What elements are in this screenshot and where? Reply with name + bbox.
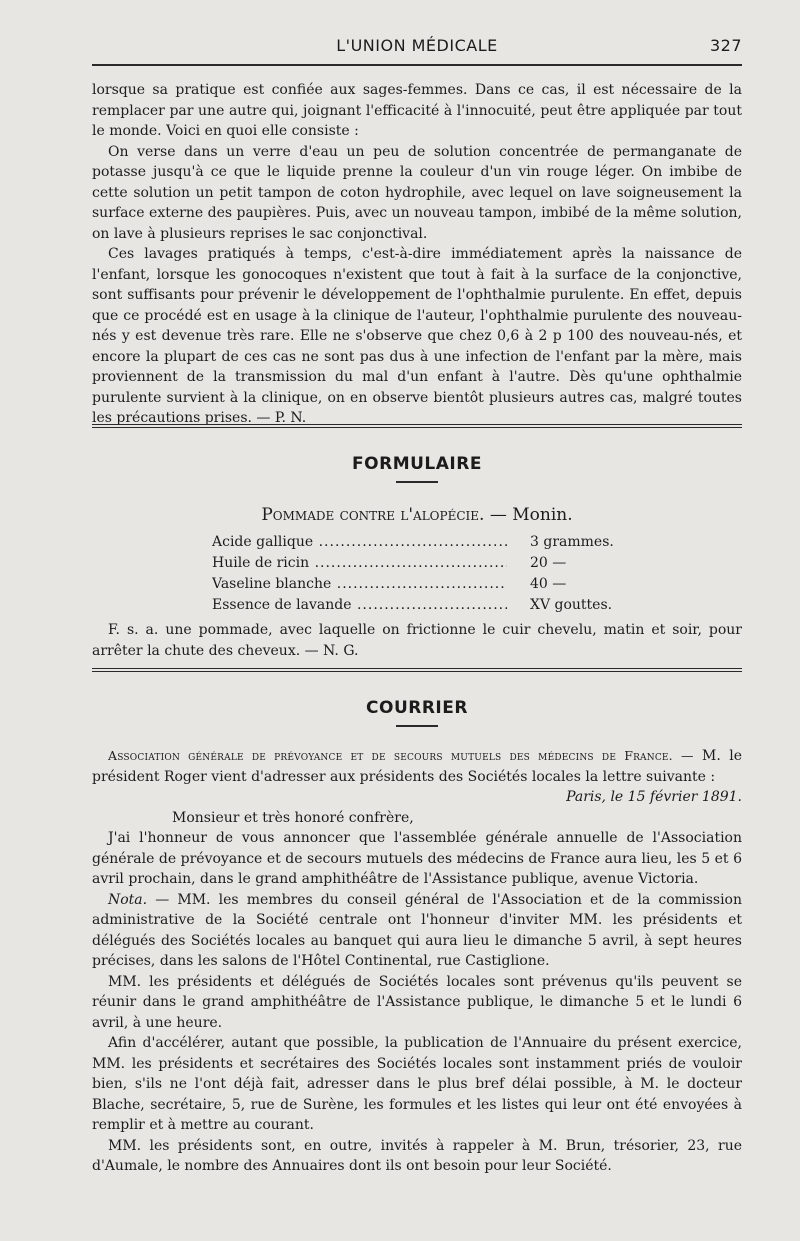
salutation: Monsieur et très honoré confrère, bbox=[172, 809, 414, 826]
ingredient-name: Vaseline blanche ..... bbox=[212, 574, 507, 595]
ingredient-row bbox=[212, 595, 632, 616]
section-divider bbox=[92, 424, 742, 428]
intro-article bbox=[92, 80, 742, 429]
lead-text: M. le président Roger vient d'adresser aux présidents des Sociétés locales la lettre suivante : bbox=[92, 748, 742, 785]
courrier-lead bbox=[92, 746, 742, 787]
recipe-name: Pommade contre l'alopécie. — bbox=[261, 505, 513, 525]
formulaire-instructions bbox=[92, 620, 742, 661]
header-rule bbox=[92, 64, 742, 66]
ingredient-name: Acide gallique ..... bbox=[212, 532, 507, 553]
recipe-title bbox=[92, 505, 742, 525]
ingredient-name: Huile de ricin ..... bbox=[212, 553, 507, 574]
page-number: 327 bbox=[709, 36, 742, 55]
courrier-heading: COURRIER bbox=[366, 698, 468, 718]
courrier-underline bbox=[396, 725, 438, 727]
ingredient-name: Essence de lavande ..... bbox=[212, 595, 507, 616]
nota-label: Nota. bbox=[108, 891, 148, 908]
letter-paragraph-2: MM. les présidents et délégués de Sociétés locales sont prévenus qu'ils peuvent se réunir dans le grand amphithéâtre de l'Assistance publique, le dimanche 5 et le lundi 6 avril, à une heure. bbox=[92, 973, 742, 1031]
formulaire-underline bbox=[396, 481, 438, 483]
intro-paragraph-1: lorsque sa pratique est confiée aux sages-femmes. Dans ce cas, il est nécessaire de la remplacer par une autre qui, joignant l'efficacité à l'innocuité, peut être appliquée par tout le monde. Voici en quoi elle consiste : bbox=[92, 82, 742, 139]
recipe-author: Monin. bbox=[512, 505, 573, 525]
ingredient-row bbox=[212, 532, 632, 553]
formulaire-heading: FORMULAIRE bbox=[352, 454, 482, 474]
section-divider bbox=[92, 668, 742, 672]
running-head bbox=[92, 36, 742, 62]
letter-paragraph-1: J'ai l'honneur de vous annoncer que l'assemblée générale annuelle de l'Association générale de prévoyance et de secours mutuels des médecins de France aura lieu, les 5 et 6 avril prochain, dans le grand amphithéâtre de l'Assistance publique, avenue Victoria. bbox=[92, 830, 742, 887]
journal-title: L'UNION MÉDICALE bbox=[336, 36, 498, 55]
ingredients-list bbox=[212, 532, 632, 616]
ingredient-row bbox=[212, 574, 632, 595]
nota-text: — MM. les membres du conseil général de l'Association et de la commission administrative de la Société centrale ont l'honneur d'inviter MM. les présidents et délégués des Sociétés locales au banquet qui aura lieu le dimanche 5 avril, à sept heures précises, dans les salons de l'Hôtel Continental, rue Castiglione. bbox=[92, 891, 742, 969]
ingredient-qty: 3 grammes. bbox=[530, 534, 614, 550]
ingredient-qty: 40 — bbox=[530, 576, 567, 592]
association-name: Association générale de prévoyance et de secours mutuels des médecins de France. — bbox=[108, 748, 694, 763]
instructions-text: F. s. a. une pommade, avec laquelle on frictionne le cuir chevelu, matin et soir, pour arrêter la chute des cheveux. — N. G. bbox=[92, 622, 742, 659]
letter-paragraph-3: Afin d'accélérer, autant que possible, la publication de l'Annuaire du présent exercice, MM. les présidents et secrétaires des Sociétés locales sont instamment priés de vouloir bien, s'ils ne l'ont déjà fait, adresser dans le plus bref délai possible, à M. le docteur Blache, secrétaire, 5, rue de Surène, les formules et les listes qui leur ont été envoyées à remplir et à mettre au courant. bbox=[92, 1035, 742, 1133]
dateline: Paris, le 15 février 1891. bbox=[566, 789, 742, 805]
courrier-article bbox=[92, 746, 742, 1177]
nota-paragraph bbox=[92, 890, 742, 972]
ingredient-row bbox=[212, 553, 632, 574]
letter-paragraph-4: MM. les présidents sont, en outre, invités à rappeler à M. Brun, trésorier, 23, rue d'Aumale, le nombre des Annuaires dont ils ont besoin pour leur Société. bbox=[92, 1137, 742, 1174]
intro-paragraph-2: On verse dans un verre d'eau un peu de solution concentrée de permanganate de potasse jusqu'à ce que le liquide prenne la couleur d'un vin rouge léger. On imbibe de cette solution un petit tampon de coton hydrophile, avec lequel on lave soigneusement la surface externe des paupières. Puis, avec un nouveau tampon, imbibé de la même solution, on lave à plusieurs reprises le sac conjonctival. bbox=[92, 143, 742, 242]
intro-paragraph-3: Ces lavages pratiqués à temps, c'est-à-dire immédiatement après la naissance de l'enfant, lorsque les gonocoques n'existent que tout à fait à la surface de la conjonctive, sont suffisants pour prévenir le développement de l'ophthalmie purulente. En effet, depuis que ce procédé est en usage à la clinique de l'auteur, l'ophthalmie purulente des nouveau-nés y est devenue très rare. Elle ne s'observe que chez 0,6 à 2 p 100 des nouveau-nés, et encore la plupart de ces cas ne sont pas dus à une infection de l'enfant par la mère, mais proviennent de la transmission du mal d'un enfant à l'autre. Dès qu'une ophthalmie purulente survient à la clinique, on en observe bientôt plusieurs autres cas, malgré toutes les précautions prises. — P. N. bbox=[92, 246, 742, 426]
ingredient-qty: 20 — bbox=[530, 555, 567, 571]
ingredient-qty: XV gouttes. bbox=[530, 597, 613, 613]
